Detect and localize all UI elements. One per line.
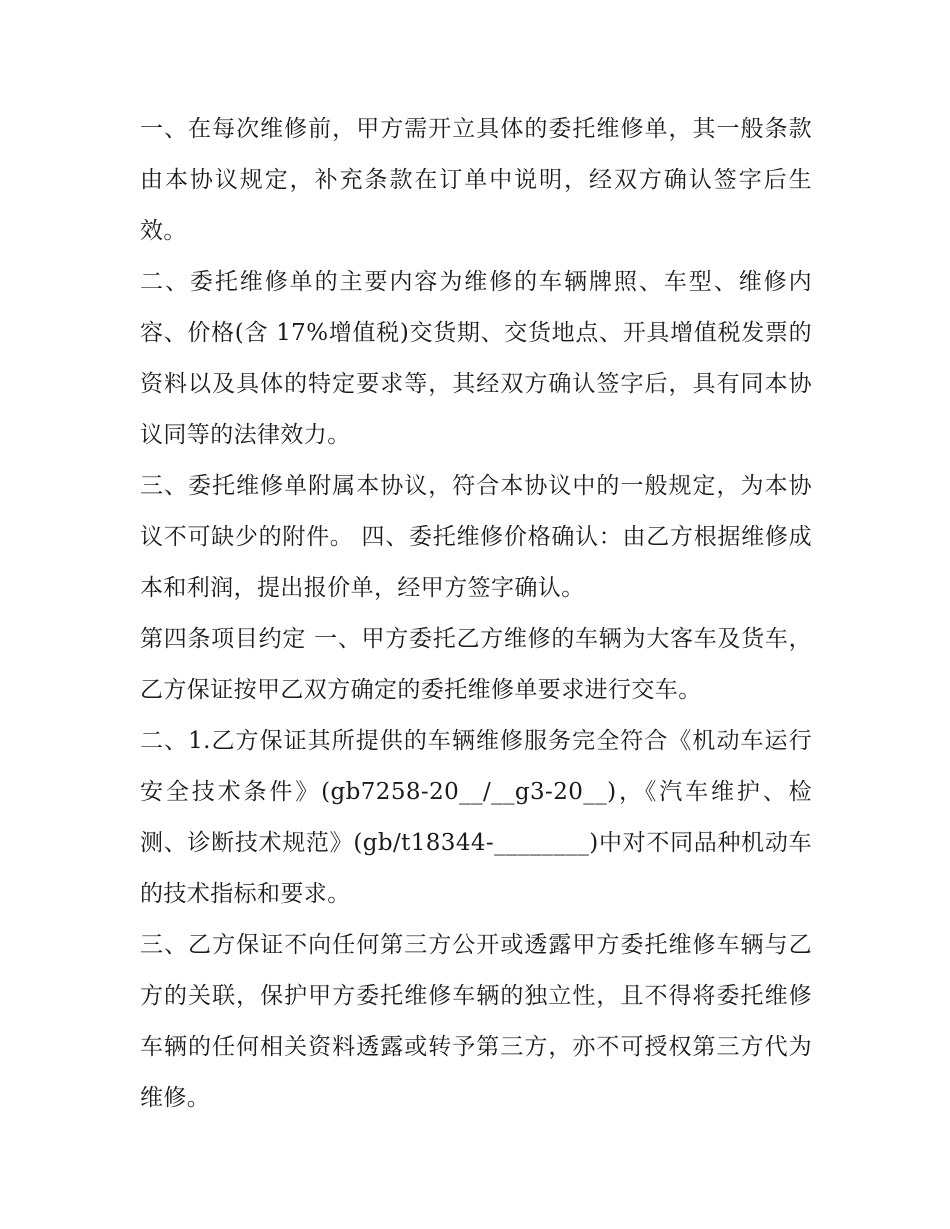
paragraph-confidentiality: 三、乙方保证不向任何第三方公开或透露甲方委托维修车辆与乙方的关联，保护甲方委托维修车辆的独立性，且不得将委托维修车辆的任何相关资料透露或转予第三方，亦不可授权第三方代为维修。 — [140, 932, 812, 1111]
paragraph-article-4: 第四条项目约定 一、甲方委托乙方维修的车辆为大客车及货车，乙方保证按甲乙双方确定的委托维修单要求进行交车。 — [140, 626, 812, 703]
paragraph-standards: 二、1.乙方保证其所提供的车辆维修服务完全符合《机动车运行安全技术条件》(gb7258-20__/__g3-20__)，《汽车维护、检测、诊断技术规范》(gb/t18344-________)中对不同品种机动车的技术指标和要求。 — [140, 728, 812, 907]
paragraph-clause-3-4: 三、委托维修单附属本协议，符合本协议中的一般规定，为本协议不可缺少的附件。 四、委托维修价格确认：由乙方根据维修成本和利润，提出报价单，经甲方签字确认。 — [140, 473, 812, 601]
document-body — [140, 104, 812, 1124]
paragraph-clause-1: 一、在每次维修前，甲方需开立具体的委托维修单，其一般条款由本协议规定，补充条款在订单中说明，经双方确认签字后生效。 — [140, 116, 812, 244]
paragraph-clause-2: 二、委托维修单的主要内容为维修的车辆牌照、车型、维修内容、价格(含 17%增值税)交货期、交货地点、开具增值税发票的资料以及具体的特定要求等，其经双方确认签字后，具有同本协议同等的法律效力。 — [140, 269, 812, 448]
